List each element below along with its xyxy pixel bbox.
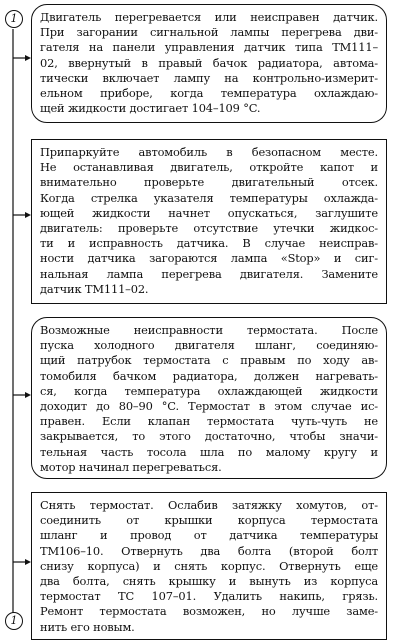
- step-4-line: нить его новым.: [40, 619, 135, 634]
- step-4-line: Снять термостат. Ослабив затяжку хомутов, от-: [40, 498, 378, 512]
- step-3-line: Возможные неисправности термостата. После: [40, 323, 378, 337]
- step-3-line: щий патрубок термостата с правым по ходу ав-: [40, 353, 378, 368]
- flow-end-marker: 1: [5, 612, 23, 630]
- step-4-line: шланг и провод от датчика температуры: [40, 528, 378, 543]
- step-1-line: тически включает лампу на контрольно-измерит-: [40, 70, 378, 85]
- step-1-line: При загорании сигнальной лампы перегрева дви-: [40, 25, 378, 40]
- step-3-line: тельная часть тосола шла по малому кругу и: [40, 444, 378, 459]
- step-2-line: датчик ТМ111–02.: [40, 281, 149, 296]
- step-2-line: ти и исправность датчика. В случае неисправ-: [40, 236, 378, 251]
- step-1-line: Двигатель перегревается или неисправен датчик.: [40, 10, 378, 24]
- step-2-line: двигатель: проверьте отсутствие утечки жидкос-: [40, 221, 378, 236]
- step-4-line: Ремонт термостата возможен, но лучше заме-: [40, 604, 378, 619]
- step-2-line: Припаркуйте автомобиль в безопасном месте.: [40, 145, 378, 159]
- step-4-line: термостат ТС 107–01. Удалить накипь, грязь.: [40, 589, 378, 604]
- step-4-line: два болта, снять крышку и вынуть из корпуса: [40, 574, 378, 589]
- step-2-line: ности датчика загораются лампа «Stop» и сиг-: [40, 251, 378, 266]
- step-1-line: гателя на панели управления датчик типа ТМ111–: [40, 40, 378, 55]
- step-3-line: томобиля бачком радиатора, должен нагревать-: [40, 368, 378, 383]
- step-3-line: закрывается, то этого достаточно, чтобы значи-: [40, 429, 378, 444]
- step-2-line: ющей жидкости начнет опускаться, заглушите: [40, 205, 378, 220]
- step-2-line: нальная лампа перегрева двигателя. Замените: [40, 266, 378, 281]
- step-3-line: мотор начинал перегреваться.: [40, 459, 222, 474]
- step-4-line: соединить от крышки корпуса термостата: [40, 513, 378, 528]
- step-2-box: [31, 139, 387, 304]
- step-2-line: внимательно проверьте двигательный отсек.: [40, 175, 378, 190]
- flow-start-marker: 1: [5, 10, 23, 28]
- step-1-line: щей жидкости достигает 104–109 °C.: [40, 101, 261, 116]
- step-4-line: ТМ106–10. Отвернуть два болта (второй болт: [40, 543, 378, 558]
- step-4-line: снизу корпуса) и снять корпус. Отвернуть еще: [40, 558, 378, 573]
- step-2-line: Не останавливая двигатель, откройте капот и: [40, 160, 378, 175]
- step-4-box: [31, 492, 387, 640]
- step-3-box: [31, 317, 387, 479]
- step-1-box: [31, 4, 387, 123]
- step-2-line: Когда стрелка указателя температуры охлажда-: [40, 190, 378, 205]
- step-1-line: 02, ввернутый в правый бачок радиатора, автома-: [40, 55, 378, 70]
- step-3-line: доходит до 80–90 °C. Термостат в этом случае ис-: [40, 399, 378, 414]
- step-3-line: ся, когда температура охлаждающей жидкости: [40, 383, 378, 398]
- step-1-line: ельном приборе, когда температура охлаждаю-: [40, 86, 378, 101]
- step-3-line: правен. Если клапан термостата чуть-чуть не: [40, 414, 378, 429]
- step-3-line: пуска холодного двигателя шланг, соединяю-: [40, 338, 378, 353]
